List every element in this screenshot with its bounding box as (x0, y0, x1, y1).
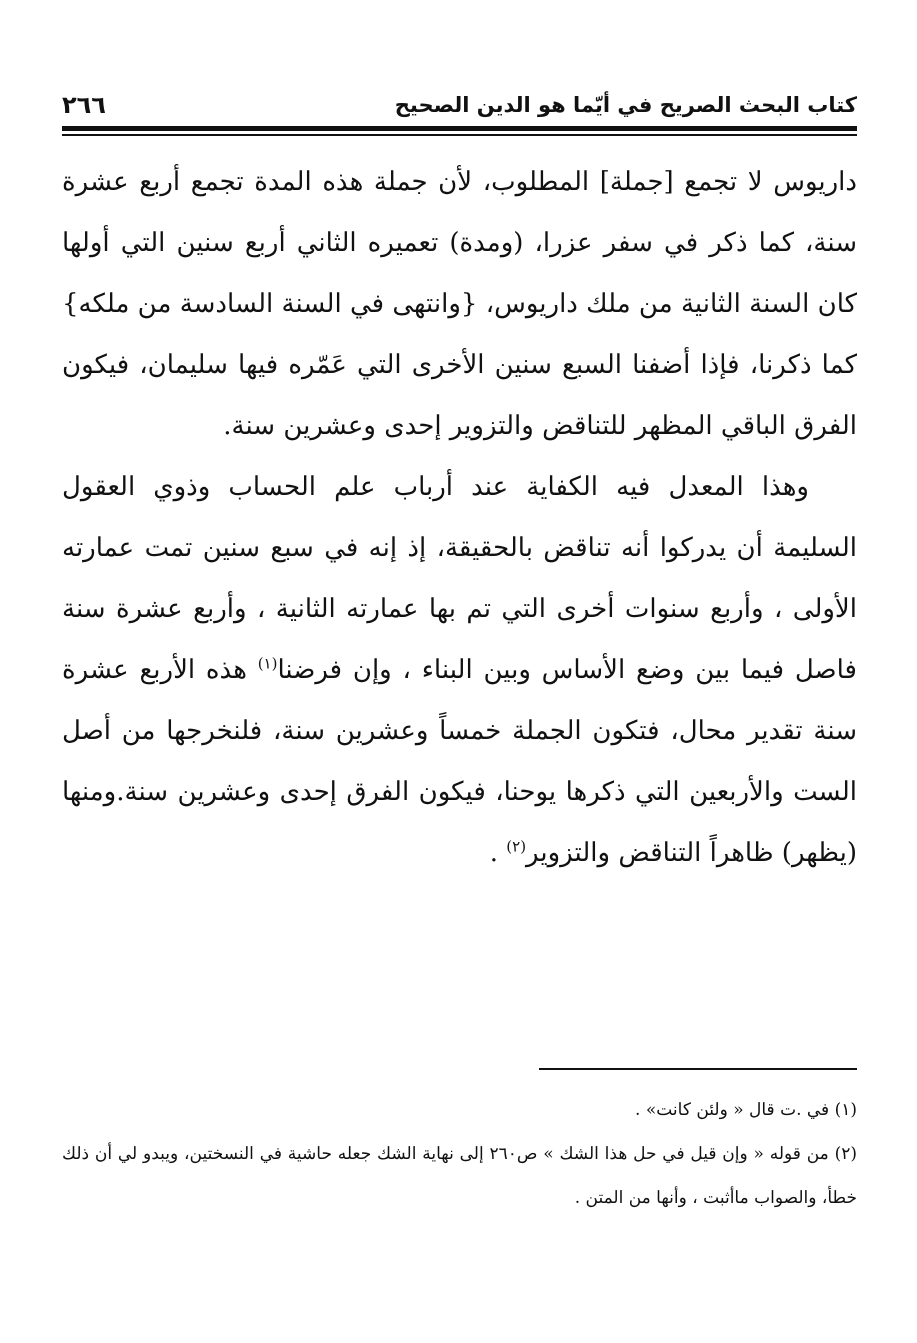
header-rule-thin (62, 134, 857, 136)
running-title: كتاب البحث الصريح في أيّما هو الدين الصحيح (394, 93, 857, 117)
footnotes (62, 1088, 857, 1220)
page-number: ٢٦٦ (62, 91, 106, 119)
footnote-separator (539, 1068, 857, 1070)
footnote-1: (١) في .ت قال « ولئن كانت» . (635, 1100, 857, 1120)
footnote-ref-1: (١) (257, 654, 278, 673)
paragraph-2-end: . (489, 838, 507, 868)
footnote-ref-2: (٢) (506, 837, 527, 856)
footnote-2: (٢) من قوله « وإن قيل في حل هذا الشك » ص٢٦٠ إلى نهاية الشك جعله حاشية في النسختين، ويبدو لي أن ذلك خطأ، والصواب ماأثبت ، وأنها من المتن . (62, 1144, 857, 1208)
header-rule-thick (62, 126, 857, 131)
running-header (62, 88, 857, 124)
paragraph-2-part-2: هذه الأربع عشرة سنة تقدير محال، فتكون الجملة خمساً وعشرين سنة، فلنخرجها من أصل الست والأربعين التي ذكرها يوحنا، فيكون الفرق إحدى وعشرين سنة.ومنها (يظهر) ظاهراً التناقض والتزوير (62, 655, 857, 868)
main-text (62, 152, 857, 884)
paragraph-2 (62, 457, 857, 884)
paragraph-1: داريوس لا تجمع [جملة] المطلوب، لأن جملة هذه المدة تجمع أربع عشرة سنة، كما ذكر في سفر عزرا، (ومدة) تعميره الثاني أربع سنين التي أولها كان السنة الثانية من ملك داريوس، {وانتهى في السنة السادسة من ملكه} كما ذكرنا، فإذا أضفنا السبع سنين الأخرى التي عَمّره فيها سليمان، فيكون الفرق الباقي المظهر للتناقض والتزوير إحدى وعشرين سنة. (62, 167, 857, 441)
paragraph-2-part-1: وهذا المعدل فيه الكفاية عند أرباب علم الحساب وذوي العقول السليمة أن يدركوا أنه تناقض بالحقيقة، إذ إنه في سبع سنين تمت عمارته الأولى ، وأربع سنوات أخرى التي تم بها عمارته الثانية ، وأربع عشرة سنة فاصل فيما بين وضع الأساس وبين البناء ، وإن فرضنا (62, 472, 857, 685)
